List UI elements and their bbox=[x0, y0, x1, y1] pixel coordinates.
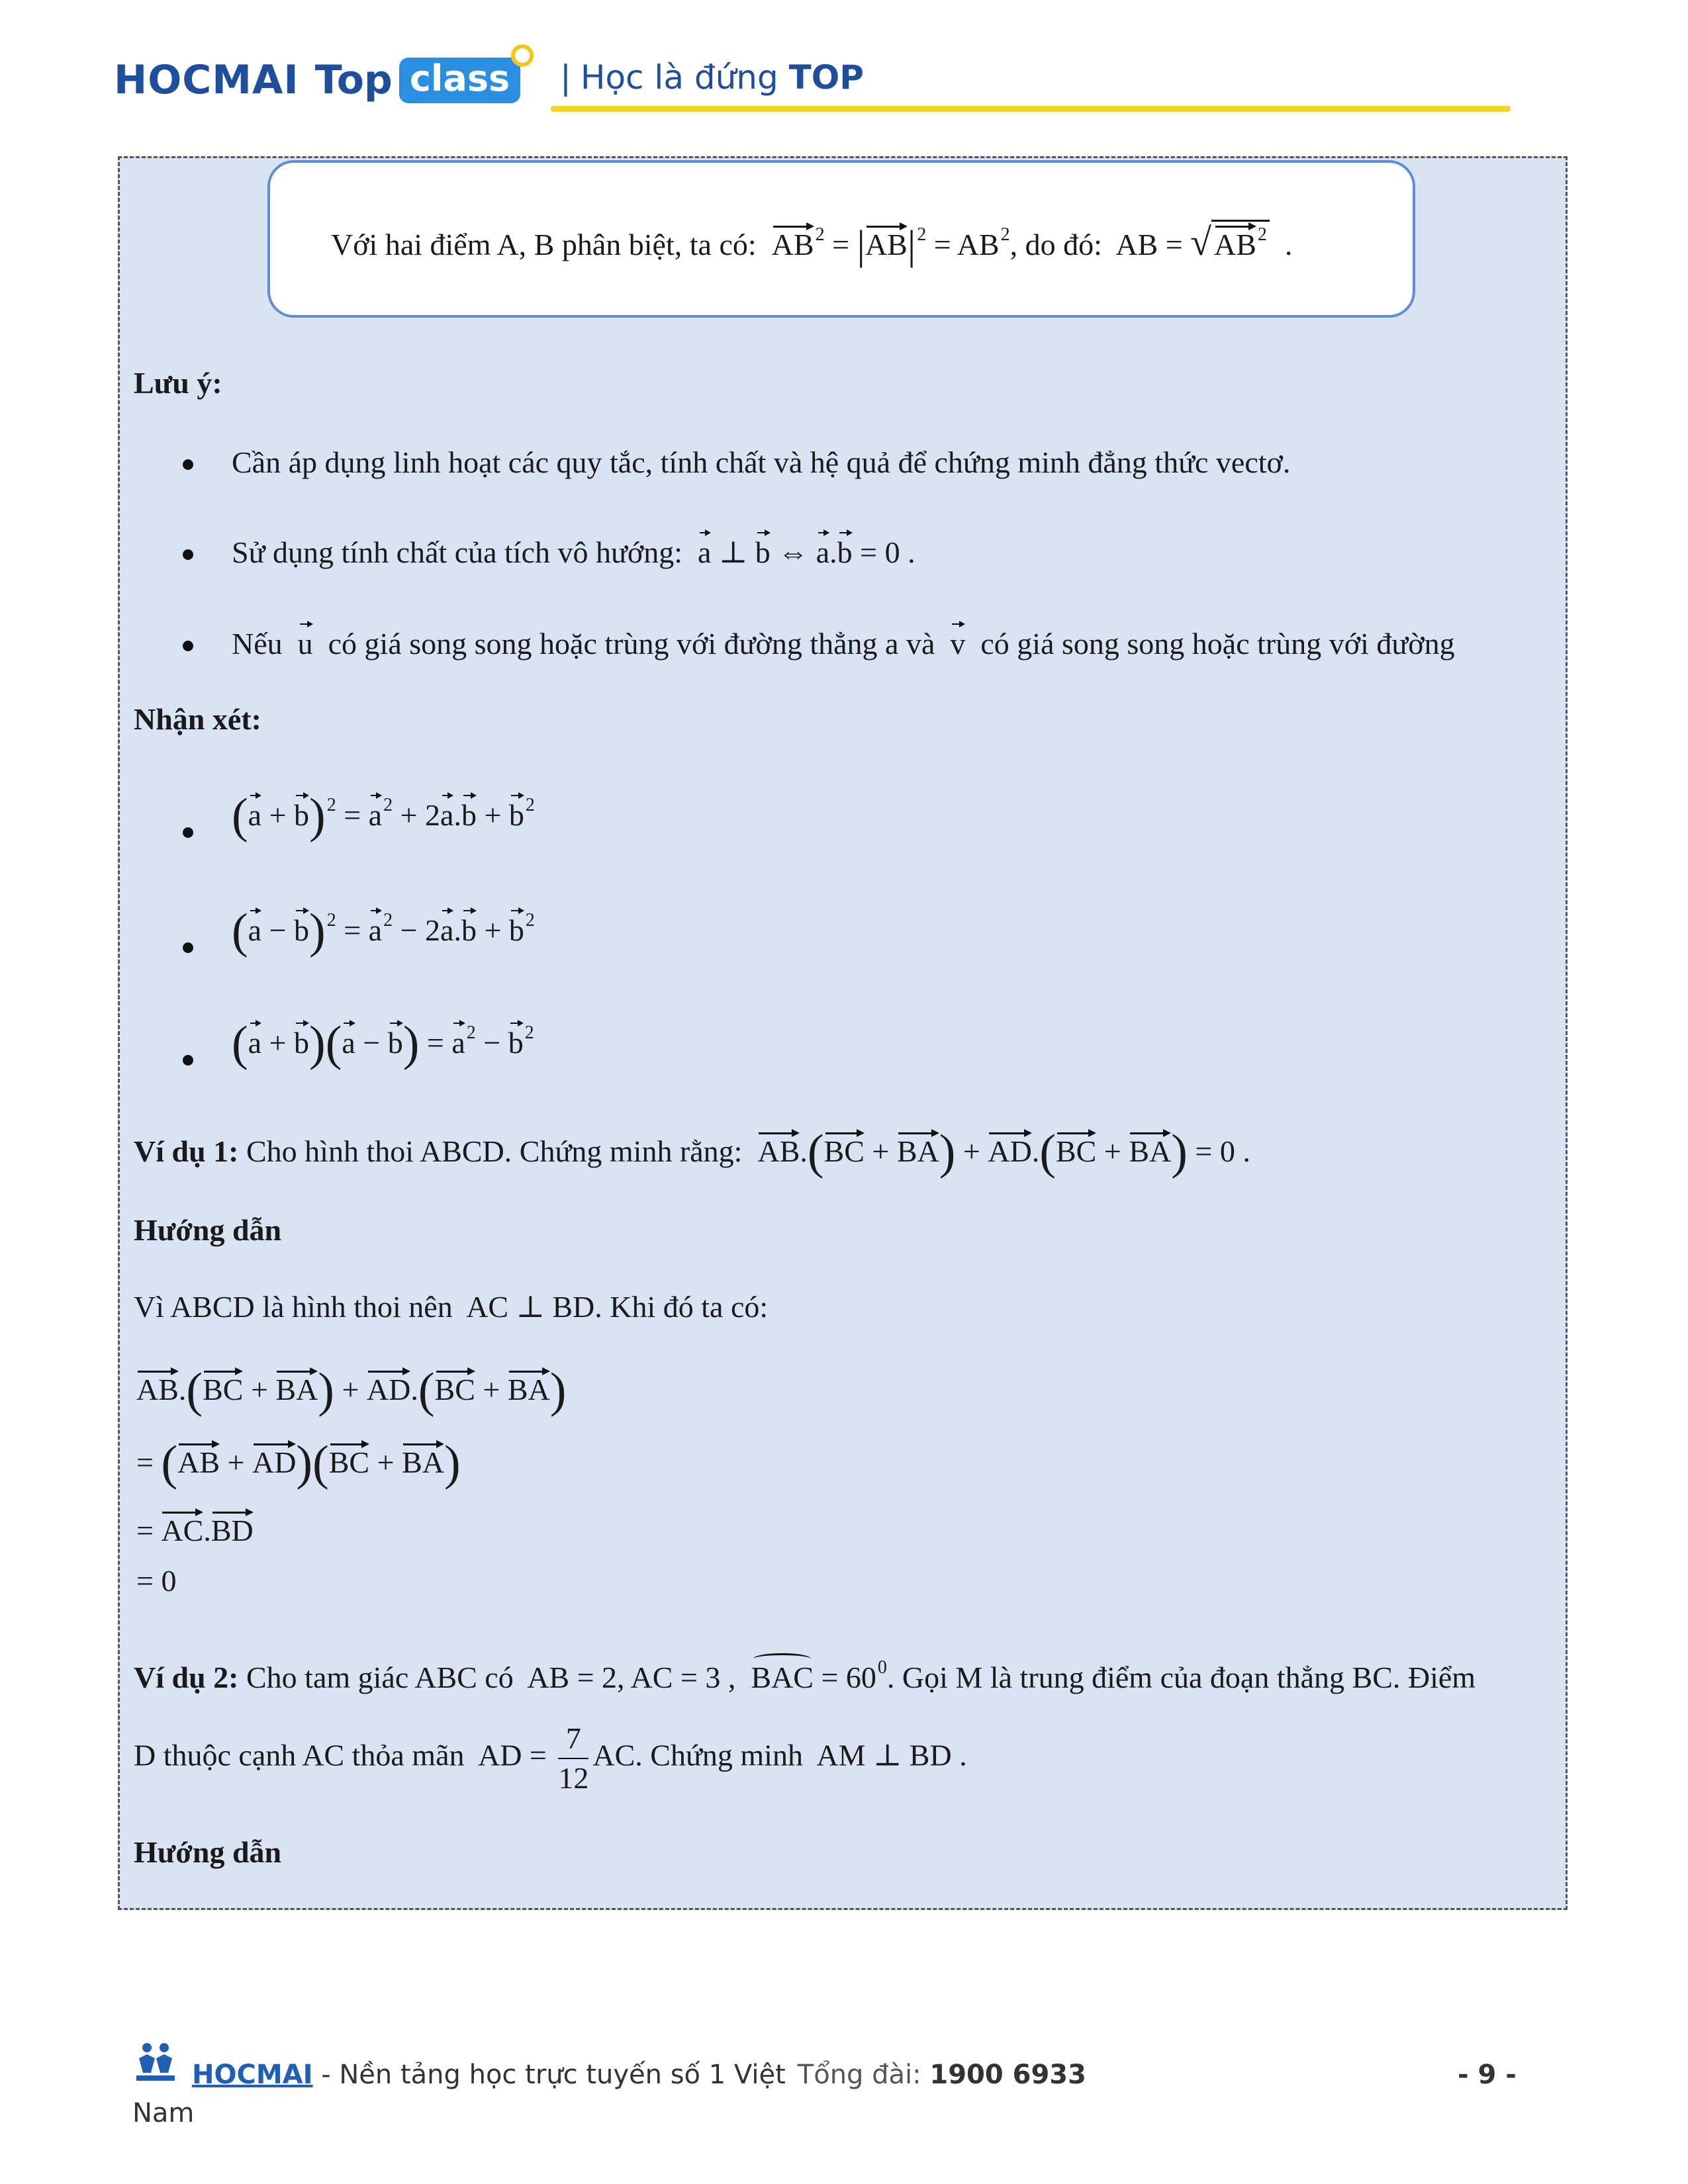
example1-guide-line: Vì ABCD là hình thoi nên AC ⊥ BD. Khi đó ta có: bbox=[134, 1290, 769, 1324]
remark-formula-2: $(a - b)^2 = a^2 - 2a.b + b^2$ bbox=[232, 904, 535, 958]
note-bullet-1: Cần áp dụng linh hoạt các quy tắc, tính chất và hệ quả để chứng minh đẳng thức vectơ. bbox=[232, 445, 1291, 479]
sun-icon bbox=[511, 44, 534, 67]
example2-statement-line2: D thuộc cạnh AC thỏa mãn AD = $\frac{7}{12}$ AC. Chứng minh AM ⊥ BD . bbox=[134, 1719, 967, 1797]
bullet-dot bbox=[183, 549, 193, 560]
tagline-emphasis: TOP bbox=[788, 58, 864, 97]
remark-formula-3: $(a + b)(a - b) = a^2 - b^2$ bbox=[232, 1017, 534, 1071]
example1-label: Ví dụ 1: bbox=[134, 1134, 239, 1168]
logo-class-text: class bbox=[409, 57, 510, 99]
note-bullet-3: Nếu u có giá song song hoặc trùng với đường thẳng a và v có giá song song hoặc trùng với đường bbox=[232, 627, 1455, 660]
example2-guide-title: Hướng dẫn bbox=[134, 1835, 282, 1869]
note-bullet-3-a: Nếu bbox=[232, 627, 283, 660]
example2-text2: . Gọi M là trung điểm của đoạn thẳng BC. Điểm bbox=[886, 1661, 1476, 1694]
callout-middle: , do đó: bbox=[1009, 228, 1102, 261]
footer-phone-label: Tổng đài: bbox=[797, 2060, 921, 2090]
tagline-prefix: Học là đứng bbox=[580, 58, 778, 97]
example1-text: Cho hình thoi ABCD. Chứng minh rằng: bbox=[246, 1134, 743, 1168]
callout-prefix: Với hai điểm A, B phân biệt, ta có: bbox=[331, 228, 757, 261]
footer-phone: 1900 6933 bbox=[929, 2060, 1086, 2090]
logo-brand: HOCMAI bbox=[114, 57, 299, 103]
proof-line-3: = AC.BD bbox=[136, 1514, 254, 1547]
fraction-denominator: 12 bbox=[558, 1761, 589, 1795]
bullet-dot bbox=[183, 827, 193, 838]
note-bullet-2-text: Sử dụng tính chất của tích vô hướng: bbox=[232, 535, 683, 569]
page-number: - 9 - bbox=[1458, 2060, 1517, 2090]
proof-line-4: = 0 bbox=[136, 1564, 177, 1598]
remark-formula-1: $(a + b)^2 = a^2 + 2a.b + b^2$ bbox=[232, 789, 535, 843]
example2-line2-mid: . Chứng minh bbox=[635, 1738, 803, 1772]
remark-title: Nhận xét: bbox=[134, 702, 261, 736]
fraction bbox=[558, 1719, 588, 1797]
example2-text1: Cho tam giác ABC có bbox=[246, 1661, 514, 1694]
example1-guide-title: Hướng dẫn bbox=[134, 1213, 282, 1247]
example2-statement-line1: Ví dụ 2: Cho tam giác ABC có AB = 2, AC = 3 , BAC = $60^0$. Gọi M là trung điểm của đoạn thẳng BC. Điểm bbox=[134, 1657, 1476, 1694]
footer-line bbox=[192, 2060, 1086, 2090]
bullet-dot bbox=[183, 942, 193, 953]
header-underline bbox=[551, 106, 1511, 112]
callout-formula: Với hai điểm A, B phân biệt, ta có: $AB^2 = |AB|^2 = AB^2$, do đó: AB = $√AB^2$ . bbox=[331, 220, 1293, 268]
hocmai-people-icon bbox=[132, 2038, 179, 2085]
example2-label: Ví dụ 2: bbox=[134, 1661, 239, 1694]
note-bullet-2: Sử dụng tính chất của tích vô hướng: a ⊥ b ⇔ a.b = 0 . bbox=[232, 535, 915, 569]
example1-guide-text: Vì ABCD là hình thoi nên bbox=[134, 1290, 453, 1324]
example1-guide-text2: . Khi đó ta có: bbox=[594, 1290, 769, 1324]
note-title: Lưu ý: bbox=[134, 366, 222, 400]
logo-top: Top bbox=[314, 57, 393, 103]
footer-slogan-end: Nam bbox=[132, 2098, 195, 2128]
note-bullet-3-b: có giá song song hoặc trùng với đường thẳng a và bbox=[328, 627, 935, 660]
proof-line-1: AB.(BC + BA) + AD.(BC + BA) bbox=[136, 1363, 567, 1418]
logo-class-badge bbox=[399, 58, 520, 103]
proof-line-2: = (AB + AD)(BC + BA) bbox=[136, 1436, 461, 1490]
footer-brand-link[interactable]: HOCMAI bbox=[192, 2060, 313, 2090]
example1-statement: Ví dụ 1: Cho hình thoi ABCD. Chứng minh rằng: AB.(BC + BA) + AD.(BC + BA) = 0 . bbox=[134, 1125, 1250, 1179]
bullet-dot bbox=[183, 459, 193, 470]
hocmai-topclass-logo bbox=[114, 50, 520, 110]
header-tagline bbox=[560, 58, 864, 97]
bullet-dot bbox=[183, 641, 193, 651]
fraction-numerator: 7 bbox=[558, 1719, 588, 1759]
footer-slogan: - Nền tảng học trực tuyến số 1 Việt bbox=[312, 2060, 786, 2090]
tagline-divider: | bbox=[560, 58, 571, 97]
bullet-dot bbox=[183, 1055, 193, 1066]
example2-line2-prefix: D thuộc cạnh AC thỏa mãn bbox=[134, 1738, 465, 1772]
note-bullet-3-c: có giá song song hoặc trùng với đường bbox=[980, 627, 1455, 660]
